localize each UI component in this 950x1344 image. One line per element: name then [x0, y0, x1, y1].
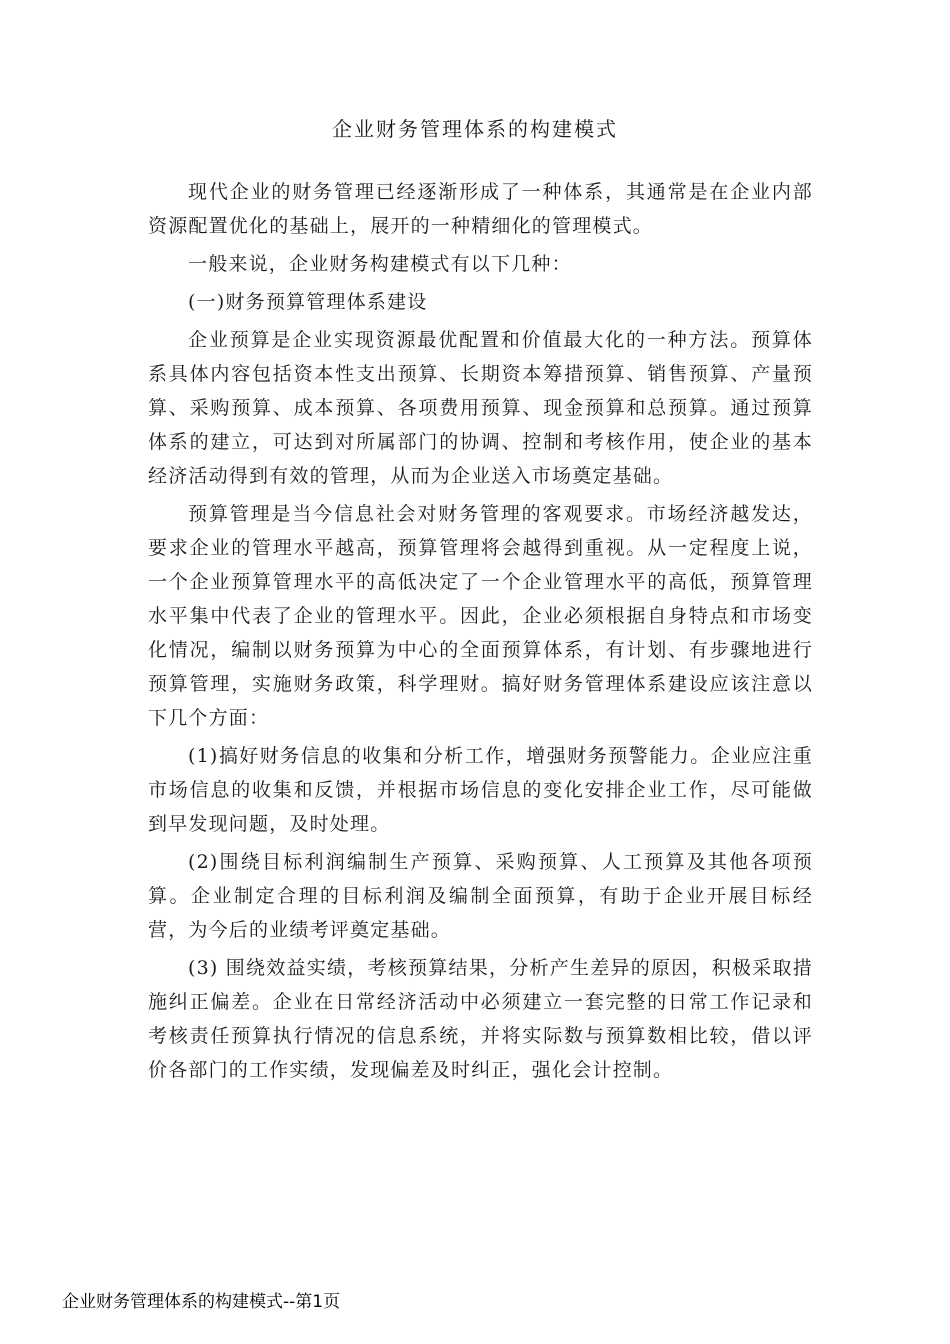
paragraph-intro: 现代企业的财务管理已经逐渐形成了一种体系，其通常是在企业内部资源配置优化的基础上，展开的一种精细化的管理模式。: [148, 181, 813, 237]
paragraph-overview: 一般来说，企业财务构建模式有以下几种：: [188, 253, 572, 275]
document-body: [148, 175, 813, 1091]
document-title: 企业财务管理体系的构建模式: [332, 117, 618, 141]
list-item-1: (1)搞好财务信息的收集和分析工作，增强财务预警能力。企业应注重市场信息的收集和反馈，并根据市场信息的变化安排企业工作，尽可能做到早发现问题，及时处理。: [148, 745, 813, 835]
list-item-2: (2)围绕目标利润编制生产预算、采购预算、人工预算及其他各项预算。企业制定合理的目标利润及编制全面预算，有助于企业开展目标经营，为今后的业绩考评奠定基础。: [148, 851, 813, 941]
paragraph-budget-definition: 企业预算是企业实现资源最优配置和价值最大化的一种方法。预算体系具体内容包括资本性支出预算、长期资本筹措预算、销售预算、产量预算、采购预算、成本预算、各项费用预算、现金预算和总预算。通过预算体系的建立，可达到对所属部门的协调、控制和考核作用，使企业的基本经济活动得到有效的管理，从而为企业送入市场奠定基础。: [148, 329, 813, 487]
page-footer: 企业财务管理体系的构建模式--第1页: [62, 1292, 341, 1312]
paragraph-budget-management: 预算管理是当今信息社会对财务管理的客观要求。市场经济越发达，要求企业的管理水平越高，预算管理将会越得到重视。从一定程度上说，一个企业预算管理水平的高低决定了一个企业管理水平的高低，预算管理水平集中代表了企业的管理水平。因此，企业必须根据自身特点和市场变化情况，编制以财务预算为中心的全面预算体系，有计划、有步骤地进行预算管理，实施财务政策，科学理财。搞好财务管理体系建设应该注意以下几个方面：: [148, 503, 813, 729]
section-heading-budget-system: (一)财务预算管理体系建设: [188, 291, 428, 313]
list-item-3: (3) 围绕效益实绩，考核预算结果，分析产生差异的原因，积极采取措施纠正偏差。企业在日常经济活动中必须建立一套完整的日常工作记录和考核责任预算执行情况的信息系统，并将实际数与预算数相比较，借以评价各部门的工作实绩，发现偏差及时纠正，强化会计控制。: [148, 957, 813, 1081]
